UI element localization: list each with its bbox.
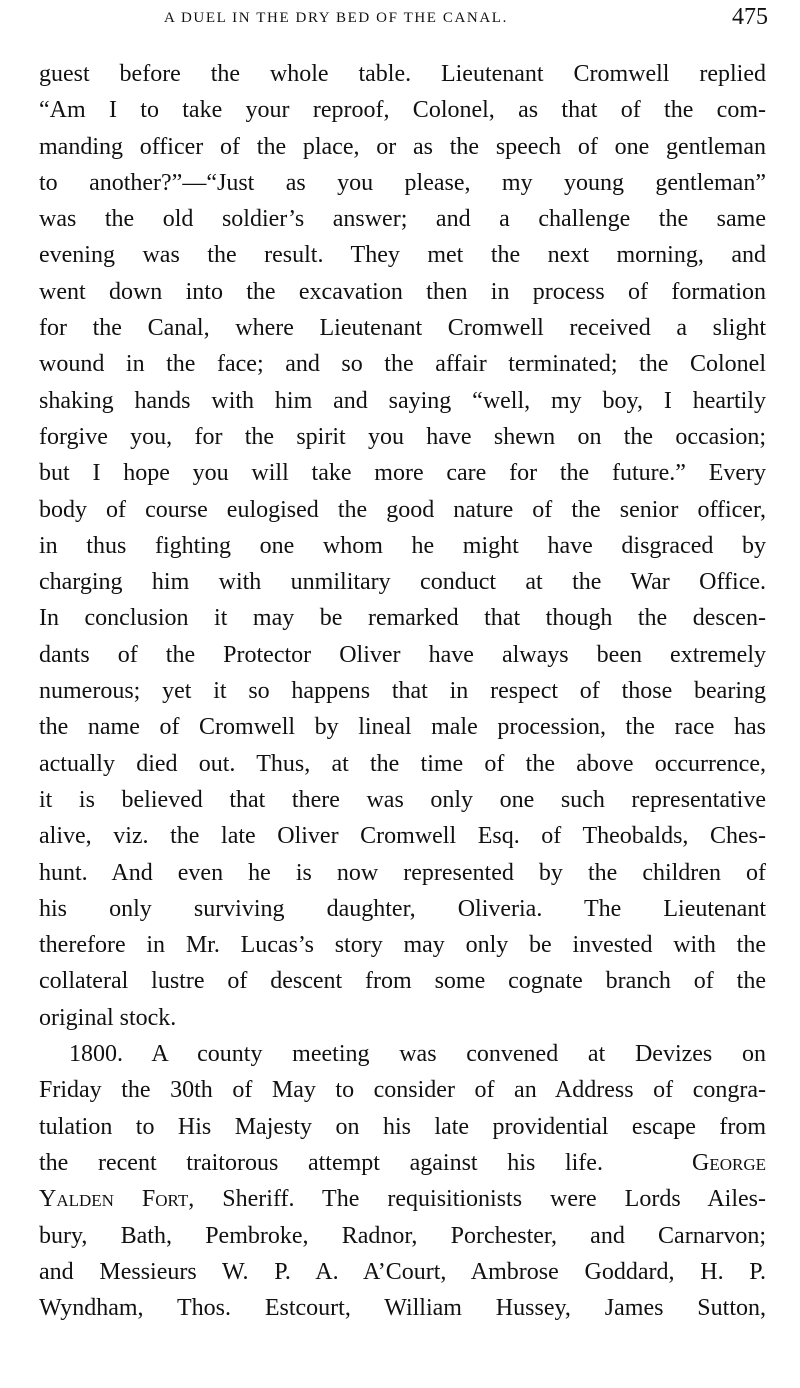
text-line: went down into the excavation then in process of formation xyxy=(39,278,766,305)
text-line: his only surviving daughter, Oliveria. The Lieutenant xyxy=(39,895,766,922)
text-line: numerous; yet it so happens that in respect of those bearing xyxy=(39,678,766,705)
text-segment: Sheriff. The requisitionists were Lords Ailes- xyxy=(222,1186,767,1213)
text-line: alive, viz. the late Oliver Cromwell Esq. of Theobalds, Ches- xyxy=(39,823,766,850)
running-head xyxy=(40,4,770,34)
text-line xyxy=(39,1145,766,1181)
text-line: charging him with unmilitary conduct at the War Office. xyxy=(39,569,766,596)
text-line: in thus fighting one whom he might have disgraced by xyxy=(39,532,766,559)
text-line: forgive you, for the spirit you have shewn on the occasion; xyxy=(39,423,766,450)
sheriff-name: George xyxy=(692,1149,766,1176)
text-line: hunt. And even he is now represented by the children of xyxy=(39,859,766,886)
body-text xyxy=(39,56,766,1326)
text-line: actually died out. Thus, at the time of the above occurrence, xyxy=(39,750,766,777)
page-number: 475 xyxy=(732,4,768,30)
text-line: manding officer of the place, or as the speech of one gentleman xyxy=(39,133,766,160)
text-line: it is believed that there was only one such representative xyxy=(39,786,766,813)
text-line: collateral lustre of descent from some cognate branch of the xyxy=(39,968,766,995)
text-line: original stock. xyxy=(39,1004,177,1031)
text-line: body of course eulogised the good nature of the senior officer, xyxy=(39,496,766,523)
text-segment: the recent traitorous attempt against his life. xyxy=(39,1149,603,1176)
text-line: Friday the 30th of May to consider of an Address of congra- xyxy=(39,1077,766,1104)
text-line: therefore in Mr. Lucas’s story may only be invested with the xyxy=(39,932,766,959)
text-line: shaking hands with him and saying “well, my boy, I heartily xyxy=(39,387,766,414)
text-line: guest before the whole table. Lieutenant Cromwell replied xyxy=(39,61,766,87)
text-line: was the old soldier’s answer; and a challenge the same xyxy=(39,206,766,233)
text-line: Wyndham, Thos. Estcourt, William Hussey, James Sutton, xyxy=(39,1295,766,1322)
text-line xyxy=(39,1181,766,1217)
text-line: to another?”—“Just as you please, my young gentleman” xyxy=(39,169,766,196)
text-line: and Messieurs W. P. A. A’Court, Ambrose Goddard, H. P. xyxy=(39,1258,766,1285)
text-line: evening was the result. They met the next morning, and xyxy=(39,242,766,269)
text-line: the name of Cromwell by lineal male procession, the race has xyxy=(39,714,766,741)
sheriff-name: Yalden Fort, xyxy=(39,1186,195,1213)
text-line: In conclusion it may be remarked that though the descen- xyxy=(39,605,766,632)
text-line: but I hope you will take more care for the future.” Every xyxy=(39,460,766,487)
text-line: dants of the Protector Oliver have always been extremely xyxy=(39,641,766,668)
text-line: tulation to His Majesty on his late providential escape from xyxy=(39,1113,766,1140)
running-title: A DUEL IN THE DRY BED OF THE CANAL. xyxy=(164,10,508,26)
text-line: for the Canal, where Lieutenant Cromwell received a slight xyxy=(39,315,766,342)
text-line: wound in the face; and so the affair terminated; the Colonel xyxy=(39,351,766,378)
text-line: bury, Bath, Pembroke, Radnor, Porchester, and Carnarvon; xyxy=(39,1222,766,1249)
text-line: “Am I to take your reproof, Colonel, as that of the com- xyxy=(39,97,766,124)
text-line: 1800. A county meeting was convened at Devizes on xyxy=(69,1041,766,1068)
